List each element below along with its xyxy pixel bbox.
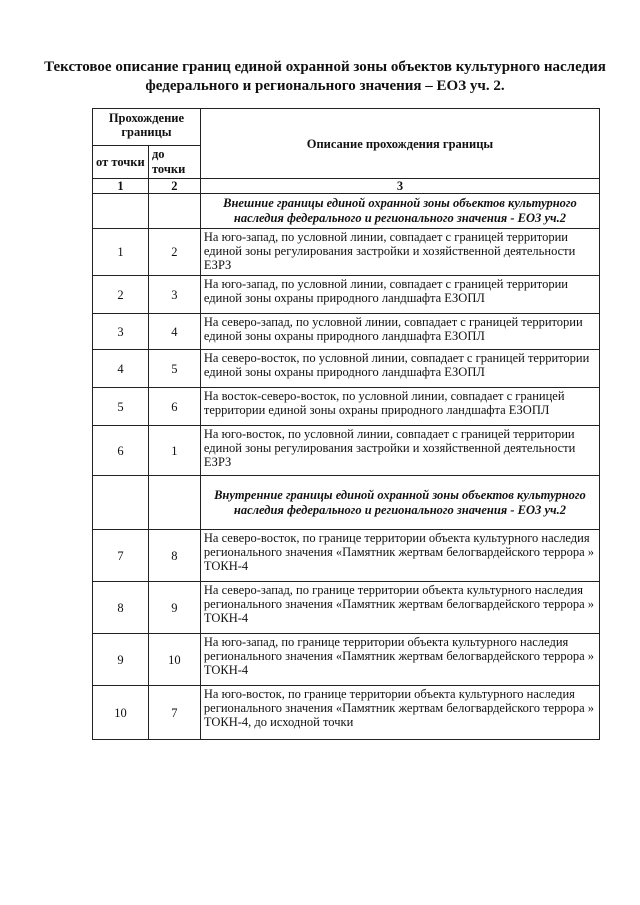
from-point: 3 [93,314,149,350]
boundary-description: На северо-запад, по условной линии, совпадает с границей территории единой зоны охраны природного ландшафта ЕЗОПЛ [200,314,599,350]
to-point: 10 [148,634,200,686]
from-point: 7 [93,530,149,582]
table-row [93,686,600,740]
to-point: 5 [148,350,200,388]
from-point: 10 [93,686,149,740]
table-row [93,530,600,582]
table-row [93,582,600,634]
section-title-outer: Внешние границы единой охранной зоны объектов культурного наследия федерального и регионального значения - ЕОЗ уч.2 [200,194,599,229]
column-number: 2 [148,179,200,194]
table-row [93,314,600,350]
header-description: Описание прохождения границы [200,109,599,179]
to-point: 3 [148,276,200,314]
column-number-row [93,179,600,194]
section-row [93,194,600,229]
boundary-description: На восток-северо-восток, по условной линии, совпадает с границей территории единой зоны охраны природного ландшафта ЕЗОПЛ [200,388,599,426]
column-number: 3 [200,179,599,194]
table-row [93,388,600,426]
header-from: от точки [93,146,149,179]
to-point: 4 [148,314,200,350]
section-title-inner: Внутренние границы единой охранной зоны объектов культурного наследия федерального и регионального значения - ЕОЗ уч.2 [200,476,599,530]
to-point: 8 [148,530,200,582]
to-point: 9 [148,582,200,634]
document-title: Текстовое описание границ единой охранной зоны объектов культурного наследия федерального и регионального значения – ЕОЗ уч. 2. [44,59,606,94]
from-point: 4 [93,350,149,388]
boundary-description: На северо-восток, по условной линии, совпадает с границей территории единой зоны охраны природного ландшафта ЕЗОПЛ [200,350,599,388]
header-row [93,109,600,146]
from-point: 2 [93,276,149,314]
boundary-description: На юго-запад, по условной линии, совпадает с границей территории единой зоны охраны природного ландшафта ЕЗОПЛ [200,276,599,314]
to-point: 7 [148,686,200,740]
column-number: 1 [93,179,149,194]
from-point: 8 [93,582,149,634]
table-row [93,276,600,314]
boundary-description: На юго-восток, по границе территории объекта культурного наследия регионального значения «Памятник жертвам белогвардейского террора » ТОКН-4, до исходной точки [200,686,599,740]
table-row [93,426,600,476]
boundary-description: На юго-запад, по условной линии, совпадает с границей территории единой зоны регулирования застройки и хозяйственной деятельности ЕЗРЗ [200,229,599,276]
from-point: 9 [93,634,149,686]
to-point: 1 [148,426,200,476]
from-point: 1 [93,229,149,276]
from-point: 6 [93,426,149,476]
table-row [93,229,600,276]
table-row [93,350,600,388]
header-passage: Прохождение границы [93,109,201,146]
to-point: 6 [148,388,200,426]
header-to: до точки [148,146,200,179]
boundary-description: На северо-восток, по границе территории объекта культурного наследия регионального значения «Памятник жертвам белогвардейского террора » ТОКН-4 [200,530,599,582]
section-row [93,476,600,530]
boundary-description: На юго-запад, по границе территории объекта культурного наследия регионального значения «Памятник жертвам белогвардейского террора » ТОКН-4 [200,634,599,686]
to-point: 2 [148,229,200,276]
boundary-description: На северо-запад, по границе территории объекта культурного наследия регионального значения «Памятник жертвам белогвардейского террора » ТОКН-4 [200,582,599,634]
boundary-description: На юго-восток, по условной линии, совпадает с границей территории единой зоны регулирования застройки и хозяйственной деятельности ЕЗРЗ [200,426,599,476]
boundary-table [92,108,600,740]
table-row [93,634,600,686]
from-point: 5 [93,388,149,426]
